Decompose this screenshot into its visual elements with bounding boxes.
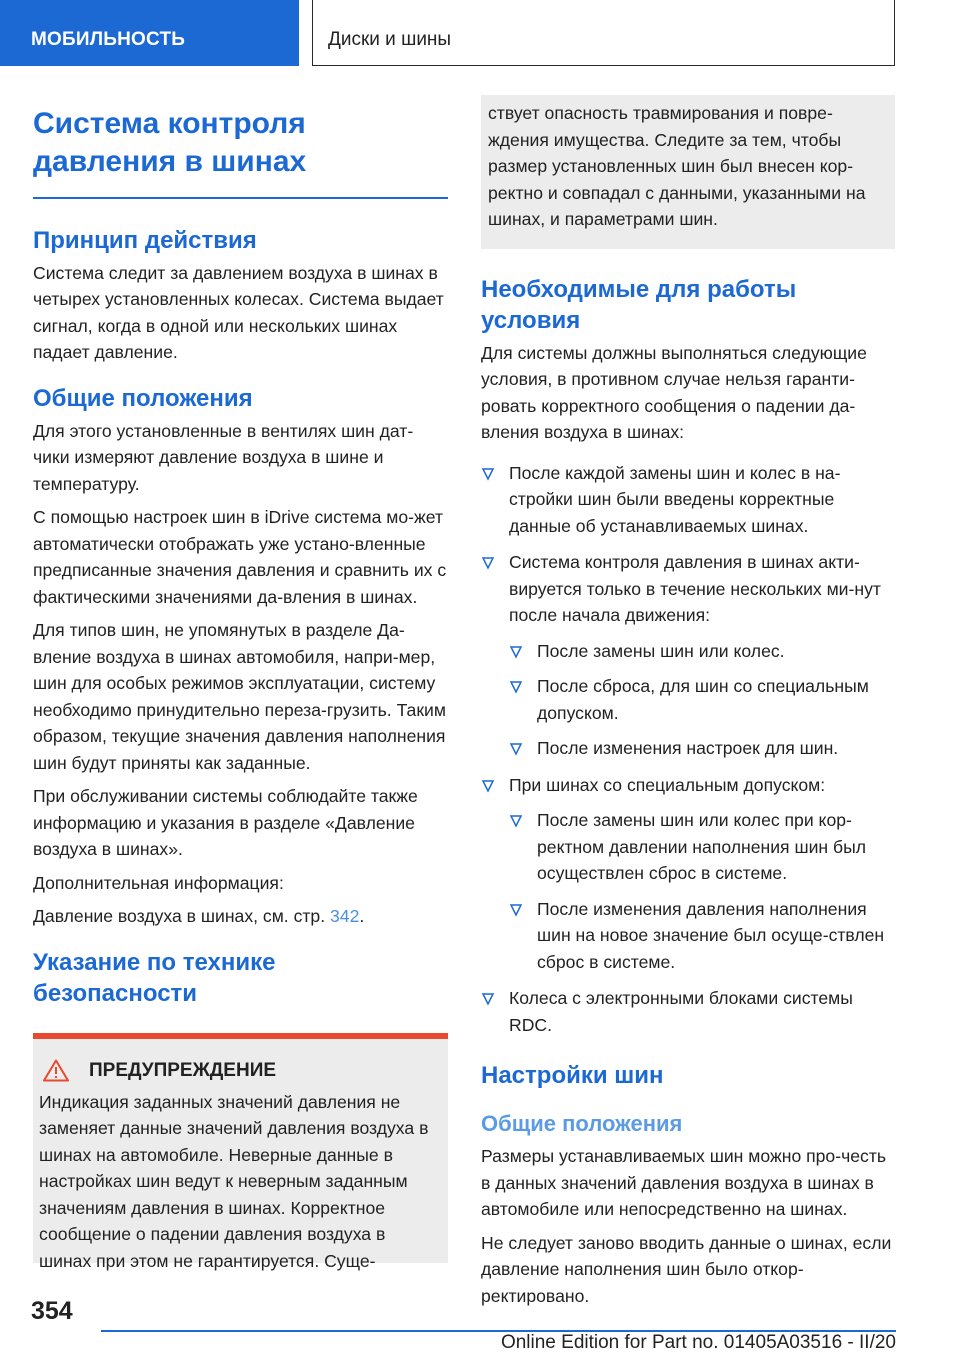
heading-principle: Принцип действия bbox=[33, 226, 257, 254]
paragraph: Система следит за давлением воздуха в шинах в четырех установленных колесах. Система выдает сигнал, когда в одной или нескольких шинах падает давление. bbox=[33, 262, 444, 362]
list-item-text: При шинах со специальным допуском: bbox=[509, 774, 826, 795]
list-item bbox=[481, 549, 895, 762]
heading-safety bbox=[33, 947, 448, 1009]
conditions-list bbox=[481, 460, 895, 1039]
page-title-line2: давления в шинах bbox=[33, 145, 307, 178]
heading-conditions-line1: Необходимые для работы bbox=[481, 275, 797, 303]
list-item bbox=[481, 772, 895, 976]
paragraph: Не следует заново вводить данные о шинах, если давление наполнения шин было откор-ректировано. bbox=[481, 1232, 892, 1306]
heading-conditions-line2: условия bbox=[481, 306, 581, 334]
bullet-triangle-icon bbox=[509, 742, 523, 756]
heading-safety-line2: безопасности bbox=[33, 979, 198, 1007]
heading-general: Общие положения bbox=[33, 384, 253, 412]
paragraph: Размеры устанавливаемых шин можно про-честь в данных значений давления воздуха в шинах в автомобиле или непосредственно на шинах. bbox=[481, 1146, 887, 1219]
list-item-text: После сброса, для шин со специальным допуском. bbox=[537, 676, 869, 723]
sub-list bbox=[509, 807, 895, 975]
warning-text-continued: ствует опасность травмирования и повре-ждения имущества. Следите за тем, чтобы размер установленных шин был внесен кор-ректно и совпадал с данными, указанными на шинах, и параметрами шин. bbox=[488, 103, 866, 229]
bullet-triangle-icon bbox=[509, 814, 523, 828]
list-item bbox=[509, 735, 895, 762]
paragraph: С помощью настроек шин в iDrive система мо-жет автоматически отображать уже устано-вленные предписанные значения давления и сравнить их с фактическими значениями да-вления в шинах. bbox=[33, 507, 447, 607]
warning-box bbox=[33, 1033, 448, 1271]
page-title-line1: Система контроля bbox=[33, 107, 306, 140]
paragraph-reference bbox=[33, 903, 448, 930]
section-tab: МОБИЛЬНОСТЬ bbox=[0, 0, 299, 66]
heading-safety-line1: Указание по технике bbox=[33, 948, 276, 976]
heading-tire-settings: Настройки шин bbox=[481, 1062, 664, 1089]
title-divider bbox=[33, 197, 448, 199]
paragraph: Для этого установленные в вентилях шин дат-чики измеряют давление воздуха в шине и температуру. bbox=[33, 420, 414, 494]
list-item-text: После замены шин или колес. bbox=[537, 640, 785, 661]
warning-text: Индикация заданных значений давления не заменяет данные значений давления воздуха в шинах на автомобиле. Неверные данные в настройках шин ведут к неверным заданным значениям давления в шинах. Корректное сообщение о падении давления воздуха в шинах при этом не гарантируется. Суще- bbox=[39, 1091, 429, 1271]
bullet-triangle-icon bbox=[481, 556, 495, 570]
list-item-text: Колеса с электронными блоками системы RDC. bbox=[509, 988, 853, 1035]
paragraph: Для типов шин, не упомянутых в разделе Да-вление воздуха в шинах автомобиля, напри-мер, шин для особых режимов эксплуатации, систему необходимо принудительно переза-грузить. Таким образом, текущие значения давления наполнения шин будут приняты как заданные. bbox=[33, 620, 446, 773]
paragraph: Дополнительная информация: bbox=[33, 872, 284, 893]
page-link[interactable]: 342 bbox=[330, 906, 360, 926]
chapter-title: Диски и шины bbox=[312, 0, 895, 66]
list-item-text: После замены шин или колес при кор-ректном давлении наполнения шин был осуществлен сброс в системе. bbox=[537, 810, 866, 883]
reference-end: . bbox=[359, 906, 365, 926]
list-item-text: После изменения настроек для шин. bbox=[537, 738, 839, 758]
subheading-general: Общие положения bbox=[481, 1111, 683, 1136]
list-item bbox=[481, 460, 895, 540]
right-column bbox=[481, 100, 895, 1316]
list-item bbox=[509, 638, 895, 665]
list-item bbox=[481, 985, 895, 1038]
reference-text: Давление воздуха в шинах, см. стр. bbox=[33, 906, 330, 926]
list-item-text: После каждой замены шин и колес в на-стройки шин были введены корректные данные об устанавливаемых шинах. bbox=[509, 462, 841, 536]
page-title bbox=[33, 105, 448, 181]
bullet-triangle-icon bbox=[481, 992, 495, 1006]
page-number: 354 bbox=[31, 1297, 73, 1325]
paragraph: При обслуживании системы соблюдайте также информацию и указания в разделе «Давление воздуха в шинах». bbox=[33, 786, 418, 859]
bullet-triangle-icon bbox=[509, 680, 523, 694]
warning-header bbox=[39, 1059, 442, 1083]
bullet-triangle-icon bbox=[509, 903, 523, 917]
warning-label: ПРЕДУПРЕЖДЕНИЕ bbox=[89, 1059, 277, 1081]
list-item-text: После изменения давления наполнения шин на новое значение был осуще-ствлен сброс в системе. bbox=[537, 898, 885, 972]
bullet-triangle-icon bbox=[509, 645, 523, 659]
list-item bbox=[509, 673, 895, 726]
sub-list bbox=[509, 638, 895, 762]
left-column bbox=[33, 100, 448, 1271]
warning-box-continued bbox=[481, 95, 895, 249]
list-item bbox=[509, 807, 895, 887]
bullet-triangle-icon bbox=[481, 467, 495, 481]
list-item-text: Система контроля давления в шинах акти-вируется только в течение нескольких ми-нут после начала движения: bbox=[509, 552, 881, 625]
bullet-triangle-icon bbox=[481, 779, 495, 793]
warning-triangle-icon bbox=[39, 1059, 73, 1083]
edition-info: Online Edition for Part no. 01405A03516 - II/20 bbox=[500, 1332, 896, 1353]
list-item bbox=[509, 896, 895, 976]
paragraph: Для системы должны выполняться следующие условия, в противном случае нельзя гаранти-ровать корректного сообщения о падении да-вления воздуха в шинах: bbox=[481, 342, 867, 442]
heading-conditions bbox=[481, 274, 895, 336]
